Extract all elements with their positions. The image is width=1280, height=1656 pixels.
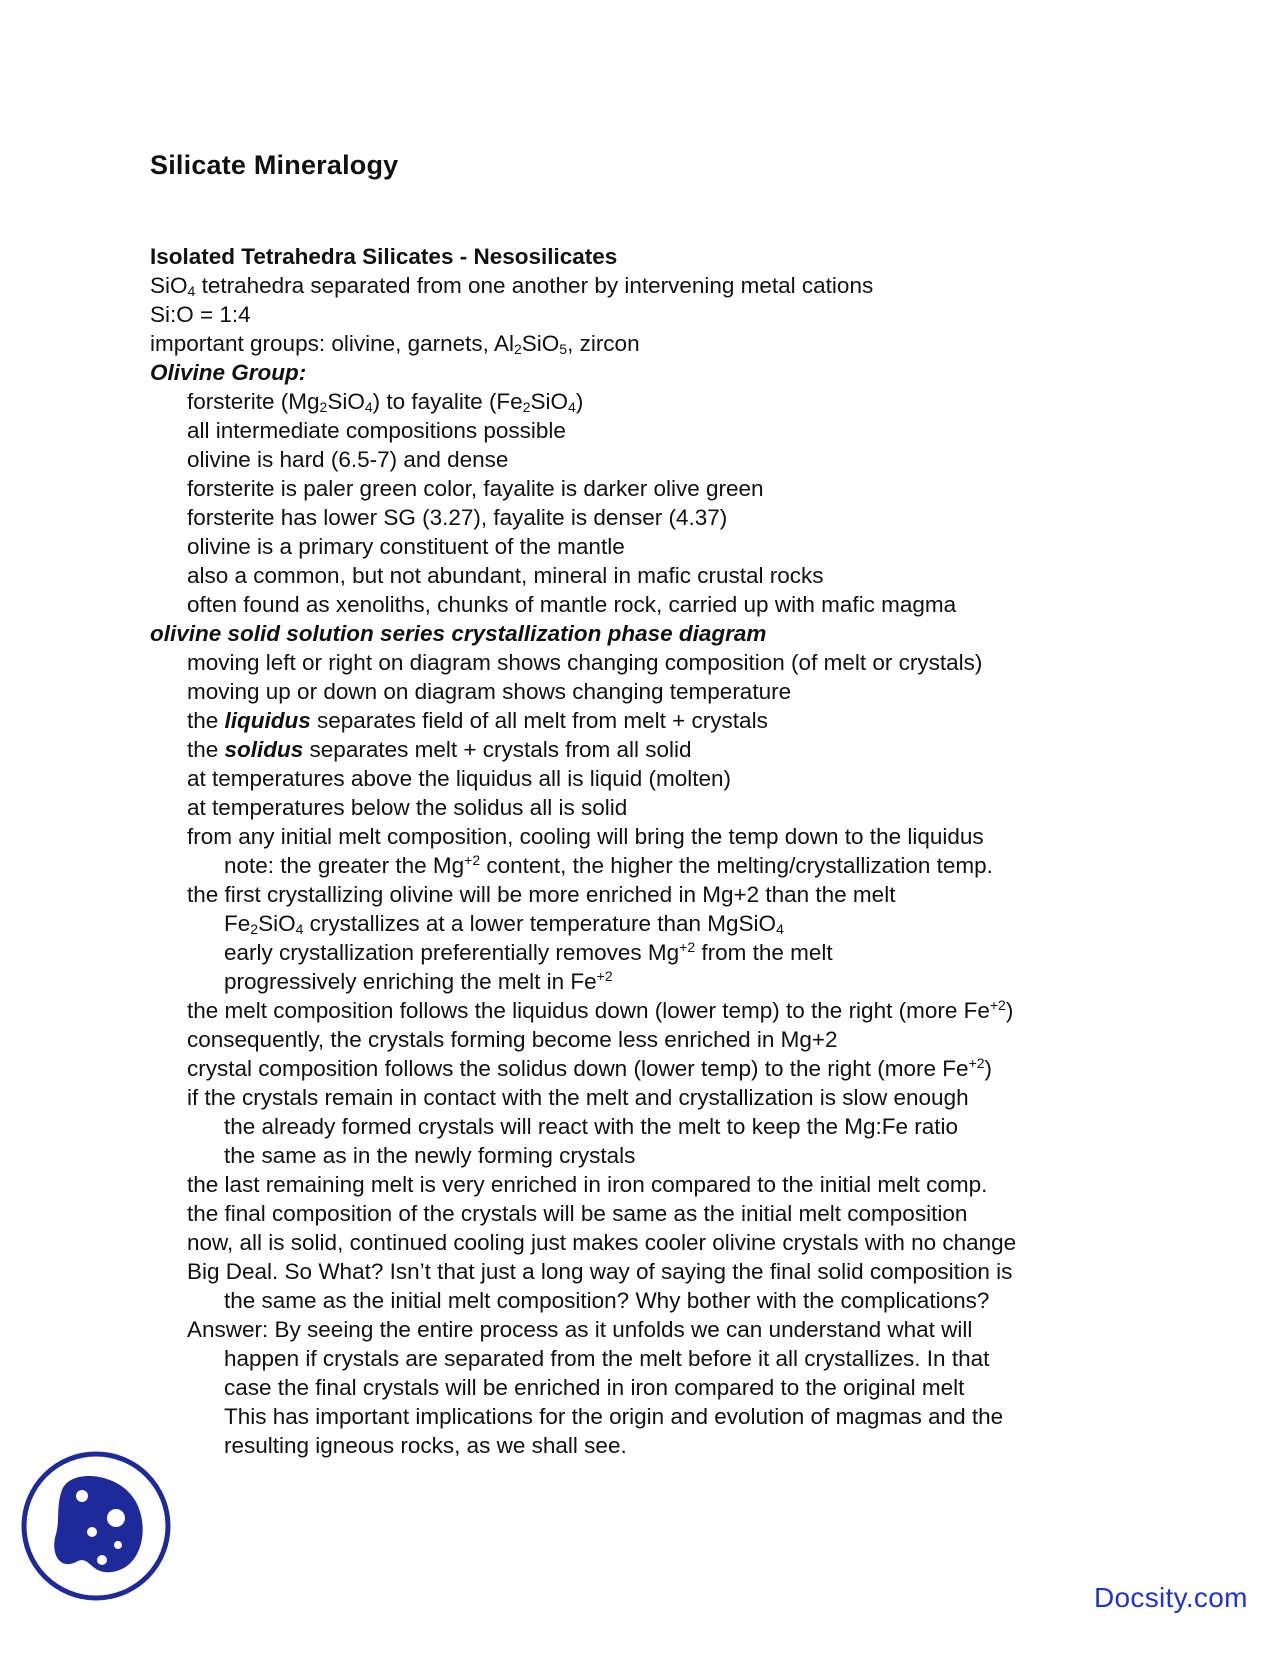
text-line: olivine is hard (6.5-7) and dense bbox=[187, 447, 509, 472]
text-line: the solidus separates melt + crystals from all solid bbox=[187, 737, 692, 762]
text-line: the liquidus separates field of all melt from melt + crystals bbox=[187, 708, 768, 733]
text-line: olivine is a primary constituent of the mantle bbox=[187, 534, 625, 559]
text-line: early crystallization preferentially removes $Mg^{+2}$ from the melt bbox=[224, 939, 833, 965]
text-line: the same as the initial melt composition? Why bother with the complications? bbox=[224, 1288, 990, 1313]
section-heading-phase-diagram: olivine solid solution series crystallization phase diagram bbox=[150, 621, 767, 646]
text-line: the last remaining melt is very enriched in iron compared to the initial melt comp. bbox=[187, 1172, 988, 1197]
docsity-brand-link[interactable]: Docsity.com bbox=[1094, 1582, 1248, 1613]
text-line: SiO$_4$ tetrahedra separated from one another by intervening metal cations bbox=[150, 273, 874, 299]
text-line: the melt composition follows the liquidus down (lower temp) to the right (more $Fe^{+2}$) bbox=[187, 997, 1014, 1023]
text-line: case the final crystals will be enriched in iron compared to the original melt bbox=[224, 1375, 965, 1400]
text-line: now, all is solid, continued cooling just makes cooler olivine crystals with no change bbox=[187, 1230, 1017, 1255]
text-line: This has important implications for the origin and evolution of magmas and the bbox=[224, 1404, 1004, 1429]
text-line: all intermediate compositions possible bbox=[187, 418, 566, 443]
text-line: moving up or down on diagram shows changing temperature bbox=[187, 679, 792, 704]
text-line: $Fe_2SiO_4$ crystallizes at a lower temperature than MgSiO$_4$ bbox=[224, 911, 784, 937]
docsity-logo-icon bbox=[20, 1450, 172, 1602]
text-line: also a common, but not abundant, mineral in mafic crustal rocks bbox=[187, 563, 824, 588]
text-line: the already formed crystals will react with the melt to keep the Mg:Fe ratio bbox=[224, 1114, 959, 1139]
term-solidus: solidus bbox=[224, 737, 304, 762]
text-line: often found as xenoliths, chunks of mantle rock, carried up with mafic magma bbox=[187, 592, 957, 617]
text-line: Answer: By seeing the entire process as it unfolds we can understand what will bbox=[187, 1317, 973, 1342]
text-line: the final composition of the crystals will be same as the initial melt composition bbox=[187, 1201, 968, 1226]
text-line: forsterite is paler green color, fayalite is darker olive green bbox=[187, 476, 764, 501]
text-line: the first crystallizing olivine will be more enriched in Mg+2 than the melt bbox=[187, 882, 896, 907]
text-line: from any initial melt composition, cooling will bring the temp down to the liquidus bbox=[187, 824, 984, 849]
page-title: Silicate Mineralogy bbox=[150, 150, 399, 180]
text-line: resulting igneous rocks, as we shall see. bbox=[224, 1433, 627, 1458]
text-line: at temperatures above the liquidus all is liquid (molten) bbox=[187, 766, 732, 791]
text-line: crystal composition follows the solidus down (lower temp) to the right (more $Fe^{+2}$) bbox=[187, 1055, 993, 1081]
text-line: if the crystals remain in contact with the melt and crystallization is slow enough bbox=[187, 1085, 969, 1110]
text-line: note: the greater the $Mg^{+2}$ content, the higher the melting/crystallization temp. bbox=[224, 852, 993, 878]
section-heading-nesosilicates: Isolated Tetrahedra Silicates - Nesosilicates bbox=[150, 244, 618, 269]
text-line: happen if crystals are separated from the melt before it all crystallizes. In that bbox=[224, 1346, 990, 1371]
text-line: consequently, the crystals forming become less enriched in Mg+2 bbox=[187, 1027, 838, 1052]
text-line: Si:O = 1:4 bbox=[150, 302, 251, 327]
text-line: the same as in the newly forming crystals bbox=[224, 1143, 636, 1168]
term-liquidus: liquidus bbox=[224, 708, 311, 733]
document-body bbox=[150, 242, 1170, 1460]
text-line: at temperatures below the solidus all is solid bbox=[187, 795, 628, 820]
text-line: moving left or right on diagram shows changing composition (of melt or crystals) bbox=[187, 650, 983, 675]
text-line: important groups: olivine, garnets, $Al_2SiO_5$, zircon bbox=[150, 331, 640, 357]
text-line: progressively enriching the melt in $Fe^{+2}$ bbox=[224, 968, 613, 994]
text-line: forsterite $(Mg_2SiO_4)$ to fayalite $(Fe_2SiO_4)$ bbox=[187, 389, 584, 415]
text-line: Big Deal. So What? Isn’t that just a long way of saying the final solid composition is bbox=[187, 1259, 1013, 1284]
section-heading-olivine-group: Olivine Group: bbox=[150, 360, 307, 385]
text-line: forsterite has lower SG (3.27), fayalite is denser (4.37) bbox=[187, 505, 728, 530]
